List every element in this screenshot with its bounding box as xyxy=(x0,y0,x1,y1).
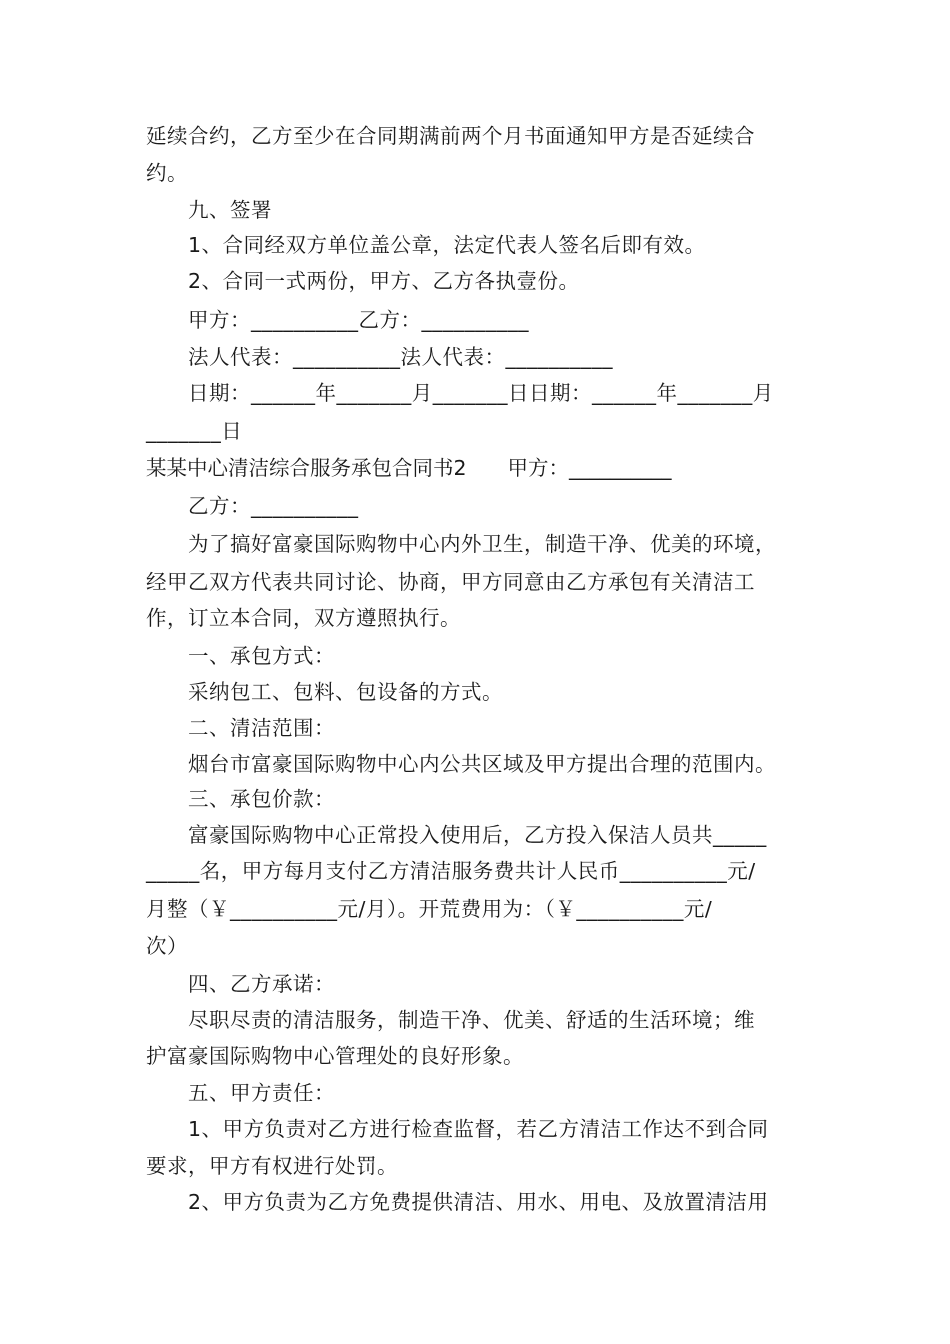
paragraph-line: 1、合同经双方单位盖公章，法定代表人签名后即有效。 xyxy=(188,233,706,257)
paragraph-line: 为了搞好富豪国际购物中心内外卫生，制造干净、优美的环境， xyxy=(188,532,776,556)
paragraph-line: 烟台市富豪国际购物中心内公共区域及甲方提出合理的范围内。 xyxy=(188,752,776,776)
date-line: 日期：______年_______月_______日日期：______年_______月 xyxy=(188,381,774,405)
section-heading: 四、乙方承诺： xyxy=(188,972,335,996)
paragraph-line: 富豪国际购物中心正常投入使用后，乙方投入保洁人员共_____ xyxy=(188,823,767,847)
paragraph-line: 采纳包工、包料、包设备的方式。 xyxy=(188,680,503,704)
section-heading: 二、清洁范围： xyxy=(188,716,335,740)
paragraph-line: 月整（￥__________元/月）。开荒费用为：（￥__________元/ xyxy=(146,897,713,921)
paragraph-line: _____名，甲方每月支付乙方清洁服务费共计人民币__________元/ xyxy=(146,859,756,883)
paragraph-line: 尽职尽责的清洁服务，制造干净、优美、舒适的生活环境；维 xyxy=(188,1008,755,1032)
paragraph-line: 2、甲方负责为乙方免费提供清洁、用水、用电、及放置清洁用 xyxy=(188,1190,769,1214)
paragraph-line: 1、甲方负责对乙方进行检查监督，若乙方清洁工作达不到合同 xyxy=(188,1117,769,1141)
paragraph-line: 2、合同一式两份，甲方、乙方各执壹份。 xyxy=(188,269,580,293)
signature-line: 法人代表：__________法人代表：__________ xyxy=(188,345,613,369)
paragraph-line: 护富豪国际购物中心管理处的良好形象。 xyxy=(146,1044,524,1068)
section-heading: 五、甲方责任： xyxy=(188,1081,335,1105)
section-heading: 三、承包价款： xyxy=(188,787,335,811)
section-heading: 一、承包方式： xyxy=(188,644,335,668)
paragraph-line: 延续合约，乙方至少在合同期满前两个月书面通知甲方是否延续合 xyxy=(146,124,755,148)
paragraph-line: 次） xyxy=(146,934,188,958)
paragraph-line: 经甲乙双方代表共同讨论、协商，甲方同意由乙方承包有关清洁工 xyxy=(146,570,755,594)
signature-line: 甲方：__________乙方：__________ xyxy=(188,308,529,332)
paragraph-line: 约。 xyxy=(146,161,188,185)
paragraph-line: 要求，甲方有权进行处罚。 xyxy=(146,1154,398,1178)
date-line: _______日 xyxy=(146,419,243,443)
section-heading: 九、签署 xyxy=(188,198,272,222)
paragraph-line: 作，订立本合同，双方遵照执行。 xyxy=(146,606,461,630)
signature-line: 乙方：__________ xyxy=(188,494,359,518)
document-title: 某某中心清洁综合服务承包合同书2 甲方：__________ xyxy=(146,456,672,480)
